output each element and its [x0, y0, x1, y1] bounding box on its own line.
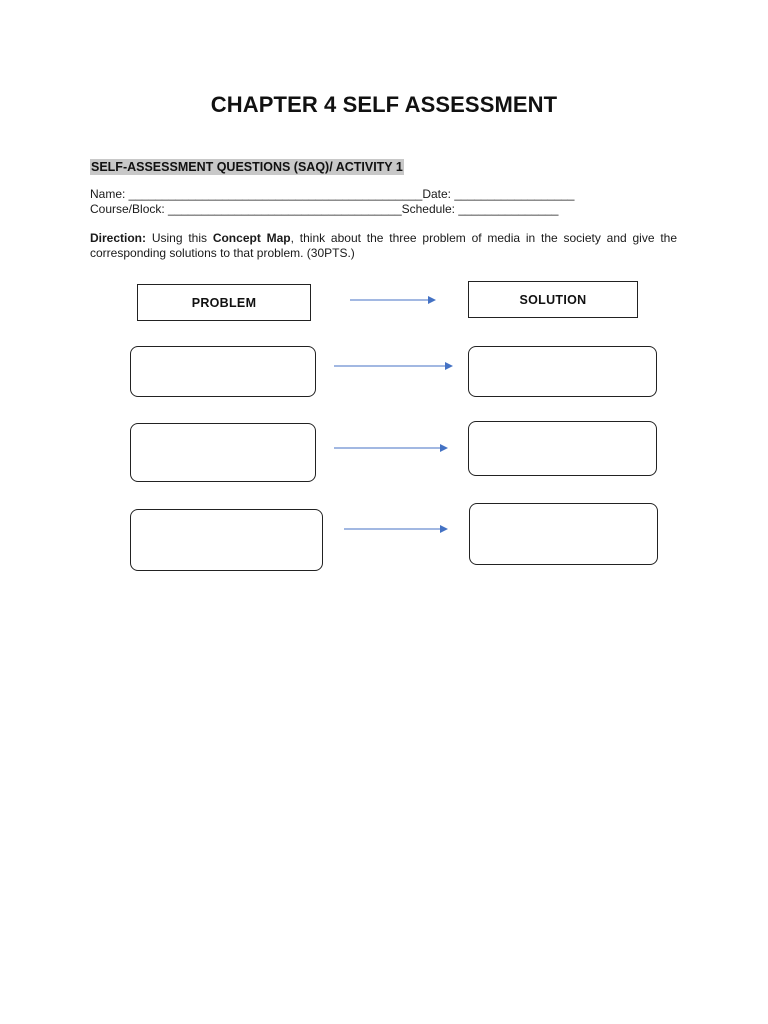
- direction-concept-map: Concept Map: [212, 231, 291, 245]
- problem-header-label: PROBLEM: [191, 295, 257, 310]
- name-date-line[interactable]: Name: ____________________________________________Date: __________________: [90, 187, 575, 201]
- direction-text-2: , think about the three problem of media in the society and give the corresponding solutions to that problem. (30PTS.): [90, 231, 677, 260]
- solution-header-label: SOLUTION: [519, 292, 587, 307]
- saq-heading: SELF-ASSESSMENT QUESTIONS (SAQ)/ ACTIVITY 1: [91, 160, 403, 174]
- direction-label: Direction:: [90, 231, 147, 245]
- page-title: CHAPTER 4 SELF ASSESSMENT: [210, 92, 558, 117]
- direction-text-1: Using this: [151, 231, 207, 245]
- course-schedule-line[interactable]: Course/Block: ___________________________________Schedule: _______________: [90, 202, 559, 216]
